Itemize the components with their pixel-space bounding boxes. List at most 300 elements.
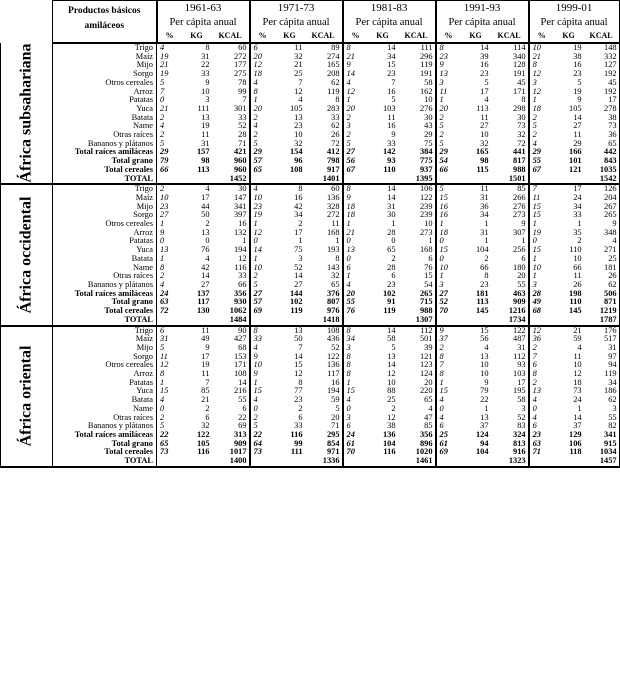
percent-cell: 9 bbox=[253, 370, 258, 379]
kg-cell: 12 bbox=[573, 370, 582, 379]
kcal-cell: 376 bbox=[305, 290, 343, 299]
percent-cell: 8 bbox=[253, 325, 258, 335]
kg-cell: 31 bbox=[480, 193, 489, 202]
kcal-cell: 506 bbox=[584, 290, 620, 299]
percent-cell: 24 bbox=[346, 430, 355, 439]
kg-cell: 2 bbox=[577, 237, 582, 246]
percent-cell: 66 bbox=[439, 165, 448, 174]
percent-cell: 13 bbox=[160, 246, 169, 255]
kcal-cell: 162 bbox=[398, 88, 436, 97]
percent-cell: 0 bbox=[160, 404, 165, 413]
kcal-cell: 1062 bbox=[212, 307, 250, 316]
percent-cell: 23 bbox=[253, 202, 262, 211]
kg-cell: 116 bbox=[383, 448, 396, 457]
percent-cell: 4 bbox=[253, 184, 258, 194]
percent-cell: 2 bbox=[160, 272, 165, 281]
kg-cell: 98 bbox=[201, 157, 210, 166]
percent-cell: 68 bbox=[532, 307, 541, 316]
kcal-cell: 30 bbox=[212, 184, 250, 194]
kg-cell: 65 bbox=[387, 246, 396, 255]
kcal-cell: 60 bbox=[305, 184, 343, 194]
kcal-cell: 397 bbox=[212, 211, 250, 220]
percent-cell: 1 bbox=[439, 378, 444, 387]
percent-cell: 73 bbox=[253, 448, 262, 457]
table-row bbox=[1, 131, 620, 140]
percent-cell: 63 bbox=[532, 439, 541, 448]
kg-cell: 137 bbox=[196, 289, 210, 298]
table-row bbox=[1, 379, 620, 388]
unit-header: % bbox=[343, 29, 368, 43]
region-name: África oriental bbox=[17, 345, 35, 447]
percent-cell: 0 bbox=[346, 237, 351, 246]
kg-cell: 16 bbox=[573, 61, 582, 70]
kg-cell: 31 bbox=[201, 52, 210, 61]
kg-cell: 4 bbox=[484, 96, 489, 105]
kg-cell: 104 bbox=[475, 448, 489, 457]
percent-cell: 2 bbox=[346, 113, 351, 122]
kg-cell: 18 bbox=[573, 378, 582, 387]
kg-cell: 108 bbox=[289, 165, 303, 174]
table-row bbox=[1, 220, 620, 229]
kg-cell: 14 bbox=[387, 43, 396, 52]
kg-cell: 21 bbox=[201, 396, 210, 405]
kcal-cell: 122 bbox=[305, 353, 343, 362]
kg-cell: 5 bbox=[484, 78, 489, 87]
kg-cell: 31 bbox=[480, 228, 489, 237]
kcal-cell: 119 bbox=[305, 88, 343, 97]
unit-header: KCAL bbox=[398, 29, 436, 43]
percent-cell: 22 bbox=[160, 430, 169, 439]
percent-cell: 8 bbox=[160, 263, 165, 272]
total-kcal-cell: 1395 bbox=[398, 175, 436, 185]
percent-cell: 6 bbox=[346, 422, 351, 431]
kcal-cell: 93 bbox=[491, 361, 529, 370]
percent-cell: 5 bbox=[253, 422, 258, 431]
percent-cell: 19 bbox=[253, 211, 262, 220]
kcal-cell: 301 bbox=[212, 105, 250, 114]
kg-cell: 121 bbox=[569, 165, 582, 174]
kg-cell: 5 bbox=[391, 96, 396, 105]
kg-cell: 32 bbox=[294, 52, 303, 61]
kcal-cell: 427 bbox=[212, 335, 250, 344]
kg-cell: 0 bbox=[205, 237, 210, 246]
kcal-cell: 78 bbox=[212, 79, 250, 88]
kcal-cell: 128 bbox=[491, 61, 529, 70]
kg-cell: 27 bbox=[201, 280, 210, 289]
kg-cell: 17 bbox=[201, 193, 210, 202]
kg-cell: 14 bbox=[387, 325, 396, 335]
percent-cell: 2 bbox=[253, 131, 258, 140]
percent-cell: 0 bbox=[253, 404, 258, 413]
kcal-cell: 171 bbox=[212, 361, 250, 370]
product-label: Ñame bbox=[53, 264, 157, 273]
table-row bbox=[1, 290, 620, 299]
percent-cell: 18 bbox=[439, 228, 448, 237]
percent-cell: 9 bbox=[346, 193, 351, 202]
percent-cell: 71 bbox=[532, 448, 541, 457]
unit-header: KCAL bbox=[305, 29, 343, 43]
kg-cell: 50 bbox=[201, 211, 210, 220]
table-row bbox=[1, 422, 620, 431]
percent-cell: 20 bbox=[253, 104, 262, 113]
product-label: Total cereales bbox=[53, 448, 157, 457]
empty-cell bbox=[275, 175, 305, 185]
kg-cell: 1 bbox=[391, 220, 396, 229]
kcal-cell: 208 bbox=[305, 70, 343, 79]
percent-cell: 5 bbox=[160, 139, 165, 148]
kcal-cell: 55 bbox=[584, 414, 620, 423]
kg-cell: 10 bbox=[201, 87, 210, 96]
kcal-cell: 26 bbox=[305, 131, 343, 140]
kg-cell: 4 bbox=[484, 343, 489, 352]
kcal-cell: 1 bbox=[398, 237, 436, 246]
percent-cell: 29 bbox=[253, 148, 262, 157]
kg-cell: 7 bbox=[205, 378, 210, 387]
kg-cell: 12 bbox=[387, 370, 396, 379]
kg-cell: 27 bbox=[573, 122, 582, 131]
kg-cell: 28 bbox=[387, 263, 396, 272]
kcal-cell: 332 bbox=[584, 53, 620, 62]
percent-cell: 29 bbox=[160, 148, 169, 157]
kcal-cell: 165 bbox=[305, 61, 343, 70]
kcal-cell: 8 bbox=[305, 96, 343, 105]
kcal-cell: 272 bbox=[212, 53, 250, 62]
table-row bbox=[1, 246, 620, 255]
percent-cell: 64 bbox=[253, 439, 262, 448]
percent-cell: 19 bbox=[160, 52, 169, 61]
kg-cell: 8 bbox=[298, 184, 303, 194]
table-row bbox=[1, 211, 620, 220]
empty-cell bbox=[343, 175, 368, 185]
percent-cell: 1 bbox=[346, 272, 351, 281]
kcal-cell: 76 bbox=[398, 264, 436, 273]
percent-cell: 22 bbox=[253, 430, 262, 439]
kg-cell: 9 bbox=[577, 96, 582, 105]
empty-cell bbox=[250, 457, 275, 467]
product-label: Otros cereales bbox=[53, 79, 157, 88]
product-label: Otras raíces bbox=[53, 414, 157, 423]
percent-cell: 8 bbox=[346, 325, 351, 335]
kcal-cell: 487 bbox=[491, 335, 529, 344]
kcal-cell: 73 bbox=[584, 122, 620, 131]
kg-cell: 23 bbox=[294, 122, 303, 131]
kcal-cell: 60 bbox=[212, 43, 250, 53]
product-label: Batata bbox=[53, 114, 157, 123]
kg-cell: 142 bbox=[382, 148, 396, 157]
header-period-row bbox=[1, 1, 620, 17]
percent-cell: 65 bbox=[253, 165, 262, 174]
kg-cell: 17 bbox=[201, 352, 210, 361]
percent-cell: 8 bbox=[346, 370, 351, 379]
kg-cell: 23 bbox=[480, 280, 489, 289]
region-name: África subsahariana bbox=[17, 43, 35, 183]
kg-cell: 42 bbox=[201, 263, 210, 272]
kg-cell: 44 bbox=[201, 202, 210, 211]
percent-cell: 10 bbox=[160, 193, 169, 202]
kg-cell: 2 bbox=[298, 404, 303, 413]
percent-cell: 0 bbox=[253, 237, 258, 246]
kg-cell: 129 bbox=[569, 430, 582, 439]
kg-cell: 14 bbox=[573, 113, 582, 122]
empty-cell bbox=[250, 316, 275, 326]
kg-cell: 2 bbox=[391, 404, 396, 413]
empty-cell bbox=[157, 457, 182, 467]
percent-cell: 15 bbox=[253, 387, 262, 396]
percent-cell: 1 bbox=[532, 220, 537, 229]
kg-cell: 16 bbox=[480, 61, 489, 70]
product-label: Total raíces amiláceas bbox=[53, 290, 157, 299]
percent-cell: 0 bbox=[439, 404, 444, 413]
header-corner bbox=[1, 1, 53, 44]
percent-cell: 55 bbox=[532, 157, 541, 166]
percent-cell: 5 bbox=[253, 139, 258, 148]
kg-cell: 19 bbox=[573, 43, 582, 52]
kg-cell: 79 bbox=[480, 387, 489, 396]
percent-cell: 34 bbox=[346, 335, 355, 344]
kcal-cell: 72 bbox=[491, 140, 529, 149]
percent-cell: 54 bbox=[439, 157, 448, 166]
kg-cell: 26 bbox=[573, 280, 582, 289]
period-header: 1961-63 bbox=[157, 1, 250, 17]
kg-cell: 93 bbox=[387, 157, 396, 166]
percent-cell: 1 bbox=[439, 220, 444, 229]
kcal-cell: 20 bbox=[491, 272, 529, 281]
kg-cell: 11 bbox=[201, 370, 210, 379]
kcal-cell: 272 bbox=[305, 211, 343, 220]
kcal-cell: 341 bbox=[584, 431, 620, 440]
kcal-cell: 12 bbox=[212, 255, 250, 264]
kcal-cell: 97 bbox=[584, 353, 620, 362]
empty-cell bbox=[368, 316, 398, 326]
percent-cell: 29 bbox=[439, 148, 448, 157]
percent-cell: 8 bbox=[439, 43, 444, 52]
kg-cell: 105 bbox=[569, 104, 582, 113]
product-label: Sorgo bbox=[53, 211, 157, 220]
percent-cell: 61 bbox=[439, 439, 448, 448]
percent-cell: 37 bbox=[439, 335, 448, 344]
total-label: TOTAL bbox=[53, 175, 157, 185]
kcal-cell: 54 bbox=[398, 281, 436, 290]
kg-cell: 16 bbox=[387, 122, 396, 131]
percent-cell: 2 bbox=[439, 343, 444, 352]
empty-cell bbox=[461, 457, 491, 467]
total-kcal-cell: 1787 bbox=[584, 316, 620, 326]
kg-cell: 33 bbox=[387, 139, 396, 148]
kg-cell: 5 bbox=[391, 343, 396, 352]
percent-cell: 70 bbox=[439, 307, 448, 316]
kcal-cell: 32 bbox=[491, 131, 529, 140]
kg-cell: 12 bbox=[294, 370, 303, 379]
kcal-cell: 193 bbox=[305, 246, 343, 255]
empty-cell bbox=[275, 316, 305, 326]
kg-cell: 154 bbox=[289, 148, 303, 157]
kcal-cell: 275 bbox=[212, 70, 250, 79]
kg-cell: 76 bbox=[201, 246, 210, 255]
percent-cell: 0 bbox=[439, 237, 444, 246]
percent-cell: 15 bbox=[532, 202, 541, 211]
product-label: Otros cereales bbox=[53, 361, 157, 370]
kcal-cell: 817 bbox=[491, 157, 529, 166]
percent-cell: 5 bbox=[439, 184, 444, 194]
percent-cell: 1 bbox=[346, 220, 351, 229]
kcal-cell: 122 bbox=[398, 194, 436, 203]
kcal-cell: 1219 bbox=[584, 307, 620, 316]
kg-cell: 85 bbox=[201, 387, 210, 396]
percent-cell: 8 bbox=[346, 352, 351, 361]
total-kcal-cell: 1484 bbox=[212, 316, 250, 326]
percent-cell: 5 bbox=[253, 280, 258, 289]
percent-cell: 18 bbox=[532, 104, 541, 113]
kg-cell: 23 bbox=[294, 396, 303, 405]
percent-cell: 9 bbox=[346, 61, 351, 70]
kg-cell: 11 bbox=[573, 272, 582, 281]
kg-cell: 11 bbox=[201, 131, 210, 140]
kg-cell: 19 bbox=[573, 87, 582, 96]
kg-cell: 31 bbox=[387, 202, 396, 211]
unit-header: % bbox=[250, 29, 275, 43]
kg-cell: 19 bbox=[201, 122, 210, 131]
kg-cell: 111 bbox=[290, 448, 303, 457]
percent-cell: 18 bbox=[346, 211, 355, 220]
percent-cell: 15 bbox=[160, 387, 169, 396]
percent-cell: 7 bbox=[160, 87, 165, 96]
kg-cell: 115 bbox=[476, 165, 489, 174]
kcal-cell: 296 bbox=[398, 53, 436, 62]
percent-cell: 79 bbox=[160, 157, 169, 166]
percent-cell: 1 bbox=[346, 96, 351, 105]
kg-cell: 17 bbox=[480, 87, 489, 96]
kg-cell: 10 bbox=[480, 131, 489, 140]
percent-cell: 4 bbox=[253, 396, 258, 405]
kg-cell: 11 bbox=[387, 113, 396, 122]
product-label: Otras raíces bbox=[53, 131, 157, 140]
kg-cell: 105 bbox=[196, 439, 210, 448]
product-label: Total grano bbox=[53, 440, 157, 449]
empty-cell bbox=[275, 457, 305, 467]
percent-cell: 6 bbox=[160, 325, 165, 335]
kg-cell: 4 bbox=[205, 254, 210, 263]
kcal-cell: 216 bbox=[212, 387, 250, 396]
percent-cell: 20 bbox=[346, 289, 355, 298]
percent-cell: 7 bbox=[439, 361, 444, 370]
kcal-cell: 854 bbox=[305, 440, 343, 449]
kcal-cell: 7 bbox=[212, 96, 250, 105]
kg-cell: 29 bbox=[573, 139, 582, 148]
percent-cell: 11 bbox=[439, 87, 448, 96]
kg-cell: 4 bbox=[205, 184, 210, 194]
kcal-cell: 36 bbox=[584, 131, 620, 140]
product-label: Otros cereales bbox=[53, 220, 157, 229]
kg-cell: 9 bbox=[205, 78, 210, 87]
percent-cell: 8 bbox=[160, 370, 165, 379]
percent-cell: 13 bbox=[346, 246, 355, 255]
kg-cell: 2 bbox=[484, 254, 489, 263]
kg-cell: 30 bbox=[387, 211, 396, 220]
total-kcal-cell: 1542 bbox=[584, 175, 620, 185]
kcal-cell: 1 bbox=[305, 237, 343, 246]
kcal-cell: 195 bbox=[491, 387, 529, 396]
table-row bbox=[1, 307, 620, 316]
percent-cell: 2 bbox=[532, 131, 537, 140]
kg-cell: 0 bbox=[391, 237, 396, 246]
percent-cell: 2 bbox=[160, 413, 165, 422]
product-label: Sorgo bbox=[53, 70, 157, 79]
kcal-cell: 55 bbox=[212, 396, 250, 405]
kg-cell: 181 bbox=[475, 289, 489, 298]
percent-cell: 1 bbox=[160, 220, 165, 229]
total-kcal-cell: 1307 bbox=[398, 316, 436, 326]
percent-cell: 27 bbox=[160, 211, 169, 220]
kcal-cell: 715 bbox=[398, 298, 436, 307]
kcal-cell: 22 bbox=[212, 414, 250, 423]
kcal-cell: 20 bbox=[305, 414, 343, 423]
kg-cell: 104 bbox=[382, 439, 396, 448]
kcal-cell: 114 bbox=[491, 43, 529, 53]
kcal-cell: 32 bbox=[305, 272, 343, 281]
percent-cell: 5 bbox=[346, 139, 351, 148]
kg-cell: 34 bbox=[294, 211, 303, 220]
percent-cell: 36 bbox=[532, 335, 541, 344]
kcal-cell: 108 bbox=[212, 370, 250, 379]
product-label: Mijo bbox=[53, 203, 157, 212]
table-row bbox=[1, 405, 620, 414]
table-row bbox=[1, 43, 620, 53]
percent-cell: 4 bbox=[532, 413, 537, 422]
percent-cell: 18 bbox=[346, 202, 355, 211]
percent-cell: 27 bbox=[346, 148, 355, 157]
kcal-cell: 283 bbox=[305, 105, 343, 114]
kcal-cell: 45 bbox=[584, 79, 620, 88]
percent-cell: 6 bbox=[532, 361, 537, 370]
product-column-header: Productos básicos amiláceos bbox=[53, 1, 157, 44]
percent-cell: 4 bbox=[160, 280, 165, 289]
kcal-cell: 126 bbox=[584, 184, 620, 194]
percent-cell: 57 bbox=[253, 157, 262, 166]
empty-cell bbox=[461, 316, 491, 326]
percent-cell: 20 bbox=[253, 52, 262, 61]
table-row bbox=[1, 53, 620, 62]
percent-cell: 24 bbox=[160, 289, 169, 298]
kg-cell: 96 bbox=[294, 157, 303, 166]
kg-cell: 157 bbox=[196, 148, 210, 157]
product-label: Ñame bbox=[53, 122, 157, 131]
percent-cell: 4 bbox=[346, 280, 351, 289]
percent-cell: 5 bbox=[439, 139, 444, 148]
total-kcal-cell: 1401 bbox=[305, 175, 343, 185]
product-label: Trigo bbox=[53, 326, 157, 336]
kg-cell: 110 bbox=[569, 246, 582, 255]
kg-cell: 34 bbox=[573, 202, 582, 211]
kg-cell: 1 bbox=[484, 220, 489, 229]
percent-cell: 6 bbox=[253, 43, 258, 52]
table-row-total bbox=[1, 457, 620, 467]
kcal-cell: 58 bbox=[491, 396, 529, 405]
total-kcal-cell: 1457 bbox=[584, 457, 620, 467]
kg-cell: 7 bbox=[298, 78, 303, 87]
kcal-cell: 31 bbox=[584, 344, 620, 353]
kg-cell: 59 bbox=[573, 335, 582, 344]
region-name: África occidental bbox=[17, 196, 35, 314]
empty-cell bbox=[461, 175, 491, 185]
kcal-cell: 798 bbox=[305, 157, 343, 166]
percent-cell: 27 bbox=[439, 289, 448, 298]
kcal-cell: 348 bbox=[584, 229, 620, 238]
kg-cell: 27 bbox=[480, 122, 489, 131]
kg-cell: 2 bbox=[205, 220, 210, 229]
percent-cell: 1 bbox=[346, 378, 351, 387]
percent-cell: 1 bbox=[253, 378, 258, 387]
table-row bbox=[1, 194, 620, 203]
